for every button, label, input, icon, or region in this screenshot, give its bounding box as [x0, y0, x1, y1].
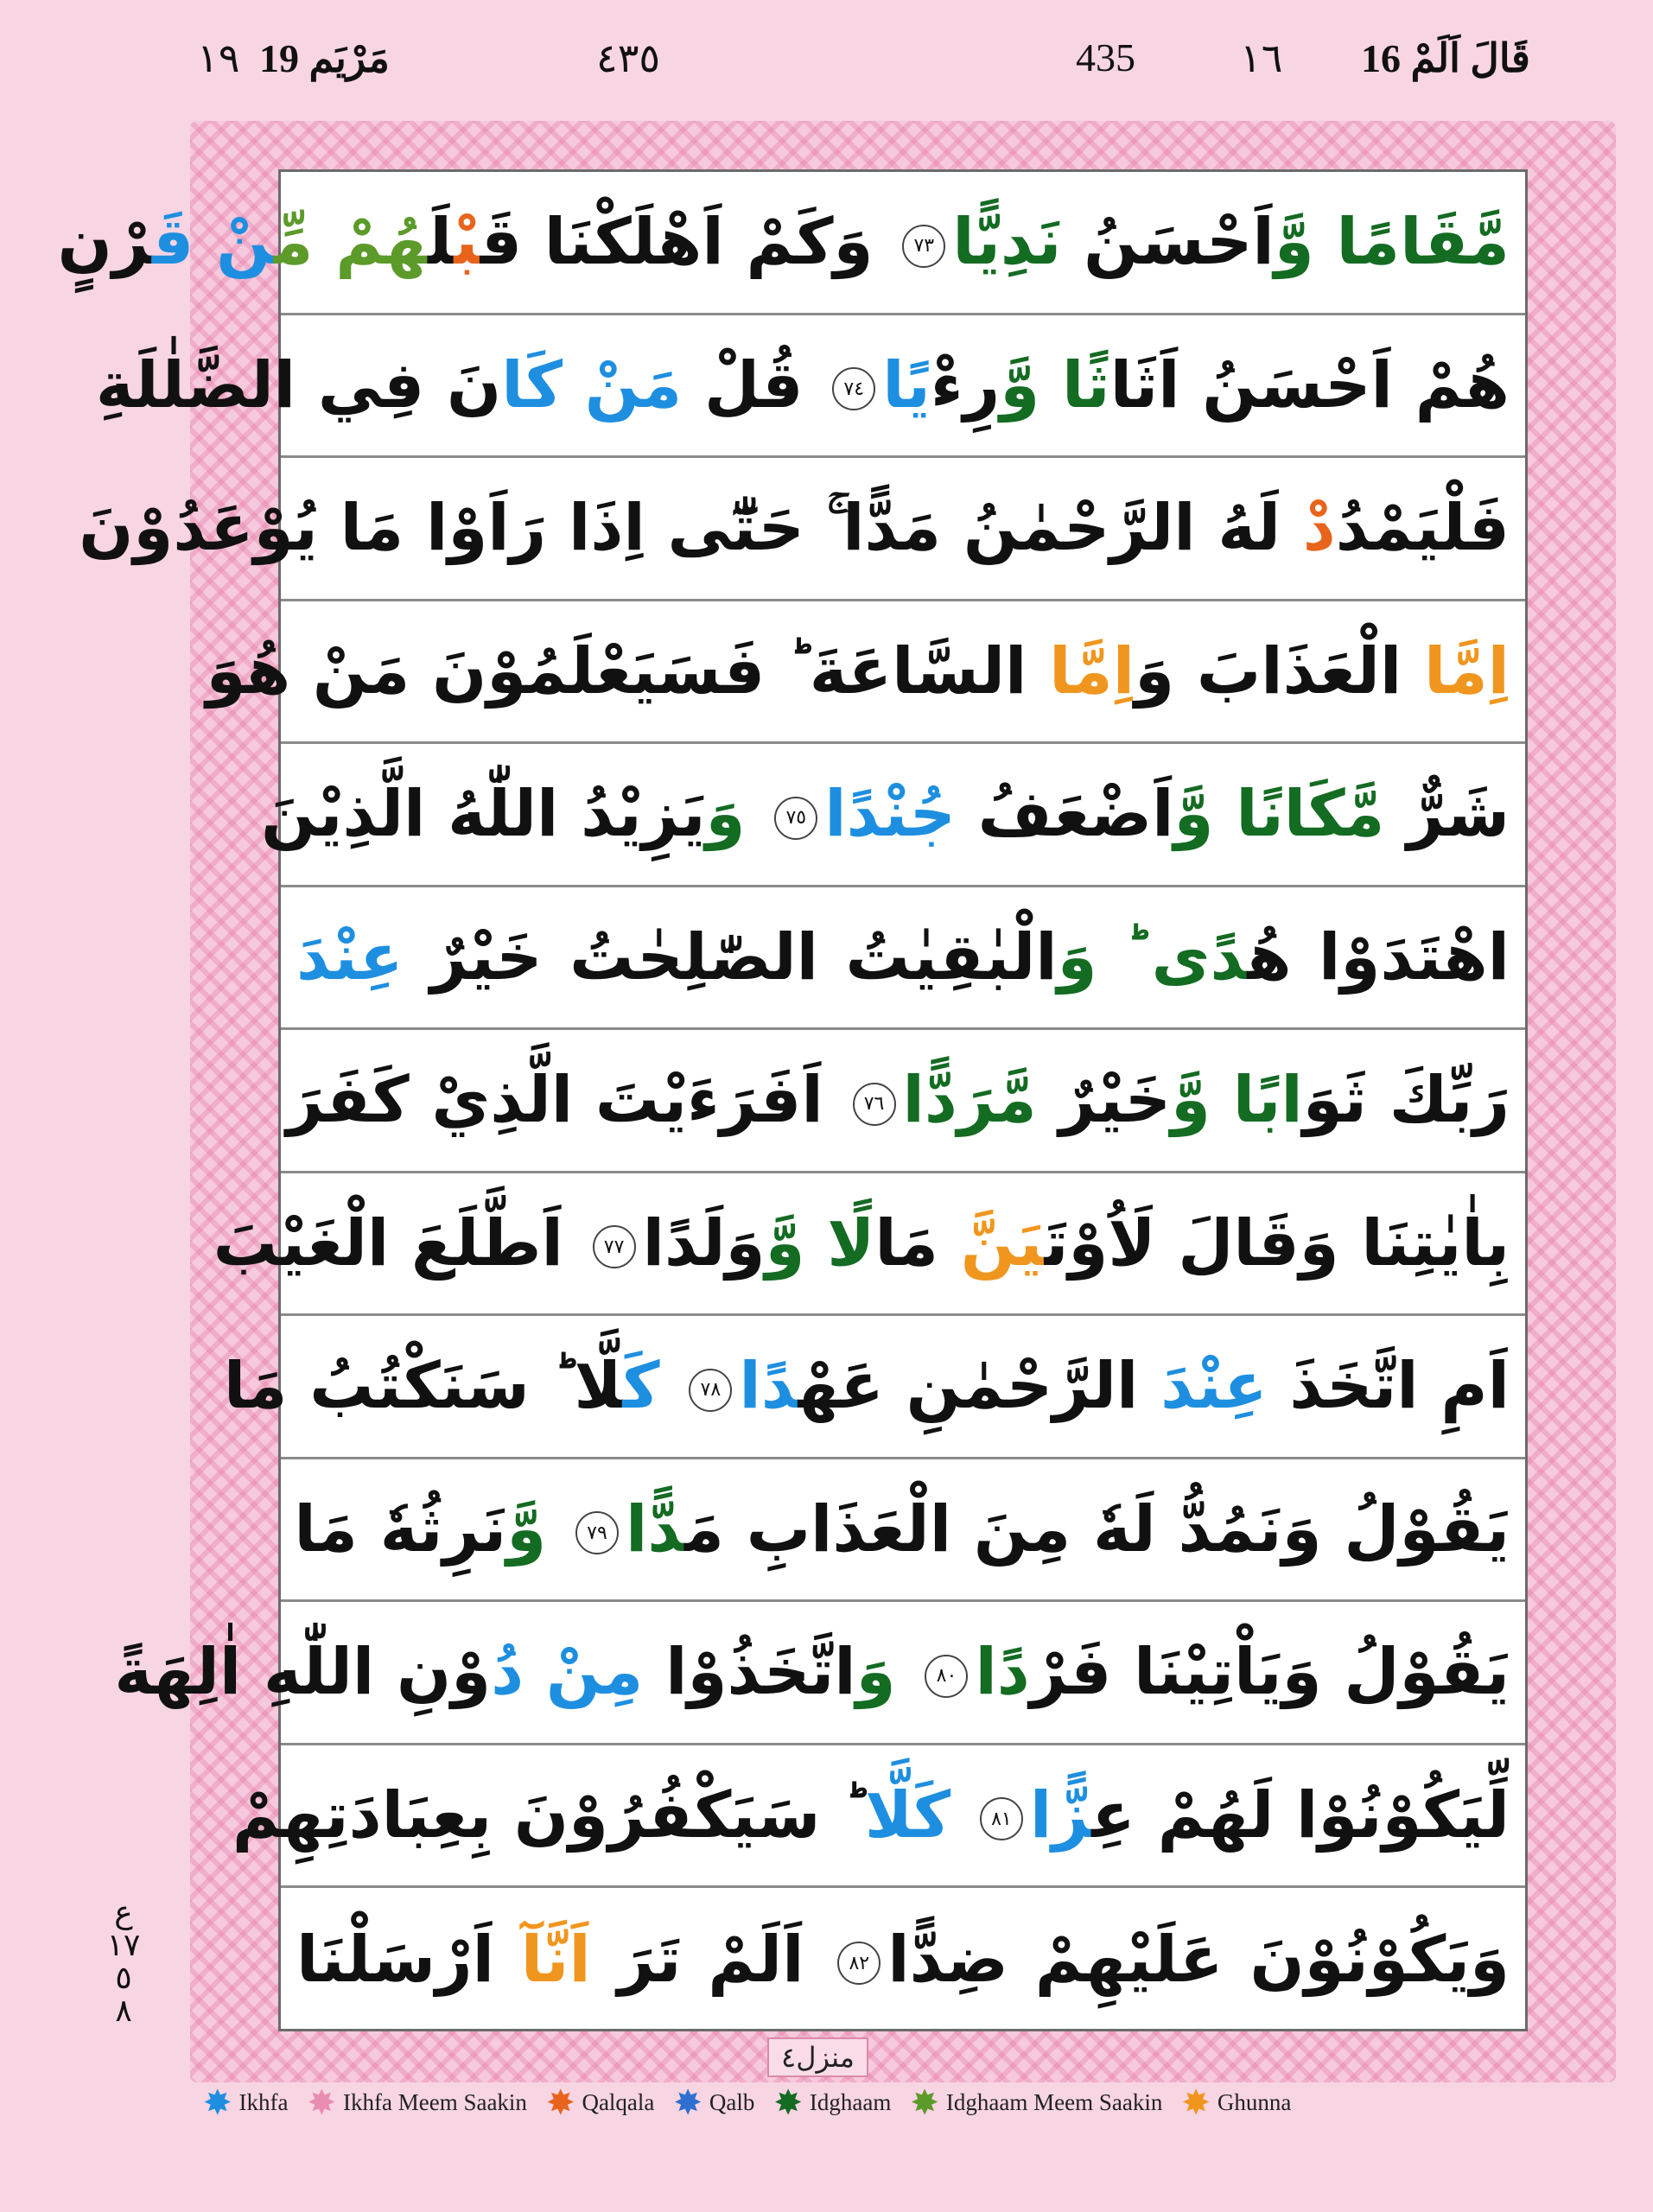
text-segment: الْعَذَابَ وَ: [1135, 633, 1425, 709]
text-line: [232, 1745, 1525, 1889]
legend-item-qalb: [673, 2082, 755, 2122]
text-segment: لَّا ؕ سَنَكْتُبُ مَا: [223, 1349, 623, 1424]
text-segment: اَضْعَفُ: [955, 777, 1174, 852]
ayah-number-marker: ٧٨: [689, 1369, 732, 1412]
text-segment: وْنِ اللّٰهِ اٰلِهَةً: [114, 1635, 492, 1710]
text-segment: هُمْ اَحْسَنُ اَثَا: [1109, 347, 1510, 423]
text-segment: اتَّخَذُوْا: [643, 1635, 856, 1710]
page-number: 435: [1076, 35, 1135, 79]
text-segment: لِّيَكُوْنُوْا لَهُمْ عِ: [1091, 1777, 1510, 1853]
legend-label: Idghaam: [809, 2089, 892, 2115]
text-line: [79, 458, 1525, 601]
tajweed-segment-idghaam: مَّقَامًا وَّ: [1274, 205, 1510, 280]
tajweed-segment-idghaam: لًا وَّ: [765, 1205, 875, 1281]
tajweed-segment-idghaam: دًى ؕ وَ: [1057, 919, 1248, 995]
ayah-number-marker: ٧٥: [774, 797, 817, 840]
legend-label: Ikhfa: [238, 2089, 289, 2115]
text-line: [114, 1602, 1525, 1745]
text-segment: الرَّحْمٰنِ عَهْ: [798, 1349, 1161, 1424]
ayah-number-marker: ٧٣: [902, 225, 945, 268]
tajweed-segment-idghaam: نَدِيًّا: [952, 205, 1062, 280]
text-segment: اَحْسَنُ: [1061, 205, 1275, 280]
ayah-number-marker: ٧٩: [575, 1511, 619, 1554]
flower-icon: ✸: [545, 2082, 575, 2122]
legend-label: Qalb: [709, 2089, 755, 2115]
ruku-marker-part: ع: [114, 1895, 133, 1930]
text-segment: شَرٌّ: [1384, 777, 1510, 852]
text-segment: قُلْ: [682, 347, 804, 423]
tajweed-segment-idghaam: مَّكَانًا وَّ: [1173, 777, 1385, 852]
ayah-number-marker: ٧٦: [853, 1083, 896, 1126]
text-line: [281, 887, 1525, 1031]
text-segment: يَزِيْدُ اللّٰهُ الَّذِيْنَ: [261, 777, 706, 852]
tajweed-segment-idghaam: وَ: [855, 1635, 896, 1710]
text-segment: خَيْرٌ: [1036, 1063, 1172, 1138]
tajweed-segment-ikhfa: عِنْدَ: [296, 919, 404, 995]
text-segment: نَ فِي الضَّلٰلَةِ: [95, 347, 502, 423]
tajweed-segment-idghaam: مَّرَدًّا: [902, 1063, 1037, 1138]
line-text: [296, 1492, 1510, 1567]
text-segment: ؕ سَيَكْفُرُوْنَ بِعِبَادَتِهِمْ: [232, 1777, 865, 1853]
text-segment: يَقُوْلُ وَنَمُدُّ لَهٗ مِنَ الْعَذَابِ مَ: [684, 1491, 1510, 1567]
text-segment: وَيَكُوْنُوْنَ عَلَيْهِمْ ضِدًّا: [887, 1922, 1510, 1997]
juz-number-arabic: ١٦: [1240, 36, 1283, 80]
text-segment: فَلْيَمْدُ: [1335, 490, 1510, 565]
legend-label: Ghunna: [1217, 2089, 1292, 2115]
text-segment: مَا: [874, 1205, 961, 1281]
tajweed-segment-idghaam: ابًا وَّ: [1171, 1063, 1303, 1138]
line-text: [286, 1063, 1510, 1138]
flower-icon: ✸: [307, 2082, 336, 2122]
page-number-arabic: ٤٣٥: [596, 36, 661, 80]
tajweed-segment-ikhfa: دًا: [739, 1349, 798, 1424]
manzil-label: منزل٤: [767, 2037, 868, 2077]
legend-item-qalqala: [545, 2082, 655, 2122]
line-text: [95, 347, 1510, 423]
flower-icon: ✸: [203, 2082, 232, 2122]
tajweed-segment-ikhfa: كَلَّا: [864, 1777, 951, 1853]
line-text: [79, 490, 1510, 566]
text-segment: رَبِّكَ ثَوَ: [1302, 1063, 1510, 1138]
text-line: [223, 1316, 1525, 1459]
text-line: [95, 315, 1525, 459]
ayah-number-marker: ٧٧: [593, 1225, 636, 1268]
tajweed-segment-ghunna: اِمَّا: [1049, 633, 1135, 709]
text-segment: اَفَرَءَيْتَ الَّذِيْ كَفَرَ: [286, 1063, 823, 1138]
text-line: [261, 744, 1525, 887]
line-text: [232, 1777, 1510, 1853]
tajweed-segment-ikhfa: جُنْدًا: [824, 777, 956, 852]
text-segment: لَهُ الرَّحْمٰنُ مَدًّا ۚ حَتّٰٓى اِذَا رَاَوْا مَا يُوْعَدُوْنَ: [79, 490, 1303, 565]
text-segment: وَكَمْ اَهْلَكْنَا قَ: [480, 205, 874, 280]
juz-name: 16 قَالَ اَلَمْ: [1361, 36, 1530, 80]
text-line: [213, 1173, 1525, 1317]
text-segment: اهْتَدَوْا هُ: [1247, 919, 1510, 995]
text-segment: لَ: [428, 205, 455, 280]
tajweed-segment-idghaam-meem: هُمْ مِّ: [273, 205, 429, 280]
legend-item-idghaam-meem: [910, 2082, 1163, 2122]
text-line: [281, 1030, 1525, 1173]
legend-item-ikhfa-meem: [307, 2082, 527, 2122]
legend-label: Qalqala: [582, 2089, 655, 2115]
ayah-number-marker: ٨٠: [925, 1655, 968, 1698]
ruku-marker-part: ٨: [115, 1993, 132, 2029]
tajweed-segment-idghaam: وَّ: [506, 1491, 547, 1567]
tajweed-segment-ghunna: يَنَّ: [960, 1205, 1045, 1281]
text-segment: يَقُوْلُ وَيَاْتِيْنَا فَرْ: [1029, 1635, 1510, 1710]
text-segment: وَلَدًا: [642, 1205, 766, 1281]
tajweed-segment-ikhfa: كَ: [622, 1349, 660, 1424]
text-line: [281, 1459, 1525, 1603]
tajweed-legend: [203, 2082, 1292, 2122]
text-segment: اَرْسَلْنَا: [296, 1922, 521, 1997]
flower-icon: ✸: [773, 2082, 803, 2122]
surah-number-arabic: ١٩: [197, 36, 240, 80]
line-text: [296, 920, 1510, 995]
legend-label: Idghaam Meem Saakin: [945, 2089, 1163, 2115]
text-segment: نَرِثُهٗ مَا: [294, 1491, 507, 1567]
text-line: [57, 172, 1525, 315]
ruku-marker-part: ١٧: [106, 1928, 141, 1963]
legend-label: Ikhfa Meem Saakin: [343, 2089, 527, 2115]
legend-item-ghunna: [1181, 2082, 1292, 2122]
tajweed-segment-ikhfa: مَنْ كَا: [501, 347, 683, 423]
flower-icon: ✸: [673, 2082, 703, 2122]
flower-icon: ✸: [910, 2082, 939, 2122]
line-text: [261, 777, 1510, 852]
text-segment: السَّاعَةَ ؕ فَسَيَعْلَمُوْنَ مَنْ هُوَ: [206, 633, 1050, 709]
tajweed-segment-qalqala: بْ: [454, 205, 480, 280]
tajweed-segment-ghunna: اَنَّآ: [520, 1922, 591, 1997]
ayah-number-marker: ٨٢: [837, 1942, 881, 1985]
line-text: [296, 1923, 1510, 1997]
tajweed-segment-ikhfa: مِنْ دُ: [491, 1635, 644, 1710]
line-text: [223, 1349, 1510, 1424]
text-segment: الْبٰقِيٰتُ الصّٰلِحٰتُ خَيْرٌ: [403, 919, 1058, 995]
tajweed-segment-ikhfa: زًّا: [1029, 1777, 1092, 1853]
text-line: [206, 601, 1525, 745]
text-segment: اَطَّلَعَ الْغَيْبَ: [213, 1205, 563, 1281]
text-segment: اَمِ اتَّخَذَ: [1267, 1349, 1510, 1424]
ayah-number-marker: ٧٤: [832, 367, 875, 410]
line-text: [114, 1635, 1510, 1710]
tajweed-segment-qalqala: دْ: [1302, 490, 1336, 565]
flower-icon: ✸: [1181, 2082, 1211, 2122]
tajweed-segment-idghaam: دًا: [975, 1635, 1030, 1710]
page-header: [0, 35, 1653, 104]
ruku-marker: [102, 1897, 145, 2028]
tajweed-segment-ikhfa: عِنْدَ: [1160, 1349, 1268, 1424]
line-text: [57, 205, 1510, 280]
tajweed-segment-ghunna: اِمَّا: [1424, 633, 1510, 709]
tajweed-segment-ikhfa: يًا: [882, 347, 931, 423]
text-segment: رِءْ: [930, 347, 1001, 423]
line-text: [213, 1205, 1510, 1281]
legend-item-idghaam: [773, 2082, 892, 2122]
ayah-number-marker: ٨١: [980, 1797, 1023, 1840]
tajweed-segment-idghaam: وَ: [705, 777, 746, 852]
tajweed-segment-ikhfa: نْ قَ: [151, 205, 274, 280]
tajweed-segment-idghaam: دًّا: [625, 1491, 685, 1567]
text-segment: اَلَمْ تَرَ: [590, 1922, 804, 1997]
ruku-marker-part: ٥: [115, 1961, 132, 1996]
text-segment: رْنٍ: [57, 205, 152, 280]
tajweed-segment-idghaam: ثًا وَّ: [1000, 347, 1110, 423]
legend-item-ikhfa: [203, 2082, 289, 2122]
surah-name: 19 مَرْيَم: [259, 36, 390, 80]
text-segment: بِاٰيٰتِنَا وَقَالَ لَاُوْتَ: [1044, 1205, 1510, 1281]
line-text: [206, 633, 1510, 709]
text-line: [281, 1888, 1525, 2031]
